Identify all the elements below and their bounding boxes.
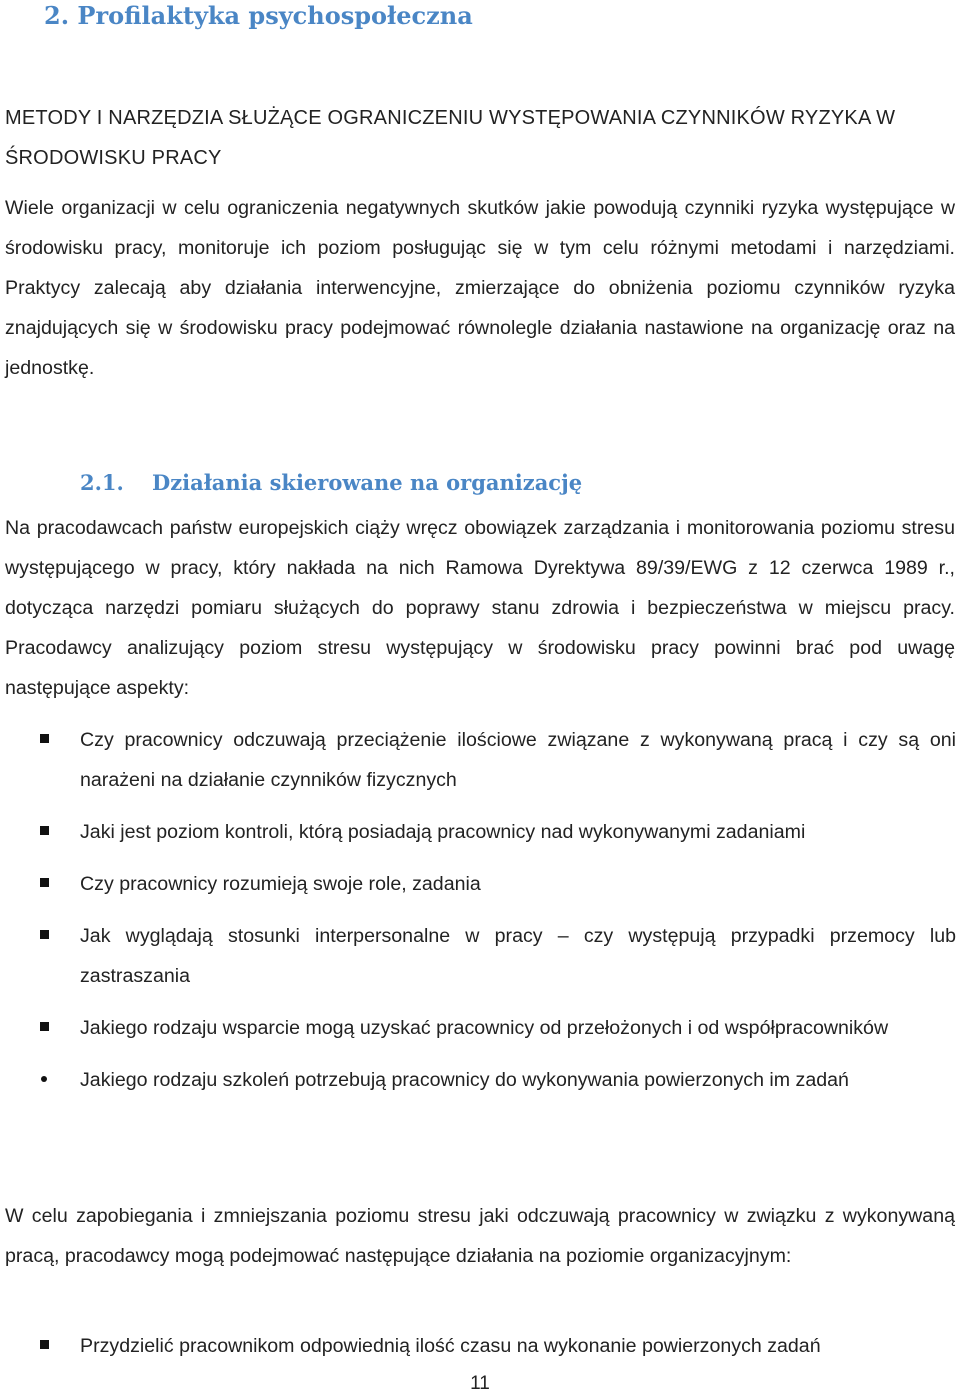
employer-obligations-paragraph: Na pracodawcach państw europejskich ciąży wręcz obowiązek zarządzania i monitorowania poziomu stresu występującego w pracy, który nakłada na nich Ramowa Dyrektywa 89/39/EWG z 12 czerwca 1989 r., dotycząca narzędzi pomiaru służących do poprawy stanu zdrowia i bezpieczeństwa w miejscu pracy. Pracodawcy analizujący poziom stresu występujący w środowisku pracy powinni brać pod uwagę następujące aspekty: (5, 517, 955, 699)
list-item (0, 864, 956, 904)
section-heading: 2. Profilaktyka psychospołeczna (44, 1, 473, 30)
list-item (0, 916, 956, 996)
list-item-text: Przydzielić pracownikom odpowiednią ilość czasu na wykonanie powierzonych zadań (80, 1335, 821, 1357)
list-item-text: Czy pracownicy odczuwają przeciążenie ilościowe związane z wykonywaną pracą i czy są oni narażeni na działanie czynników fizycznych (80, 729, 956, 791)
square-bullet-icon (40, 1022, 49, 1031)
square-bullet-icon (40, 734, 49, 743)
square-bullet-icon (40, 930, 49, 939)
list-item (0, 1326, 956, 1366)
subsection-title: Działania skierowane na organizację (152, 470, 583, 495)
list-item (0, 720, 956, 800)
list-item-text: Jakiego rodzaju wsparcie mogą uzyskać pracownicy od przełożonych i od współpracowników (80, 1017, 889, 1039)
prevention-paragraph: W celu zapobiegania i zmniejszania poziomu stresu jaki odczuwają pracownicy w związku z wykonywaną pracą, pracodawcy mogą podejmować następujące działania na poziomie organizacyjnym: (5, 1205, 955, 1267)
list-item-text: Czy pracownicy rozumieją swoje role, zadania (80, 873, 481, 895)
list-item (0, 812, 956, 852)
intro-paragraph: Wiele organizacji w celu ograniczenia negatywnych skutków jakie powodują czynniki ryzyka występujące w środowisku pracy, monitoruje ich poziom posługując się w tym celu różnymi metodami i narzędziami. Praktycy zalecają aby działania interwencyjne, zmierzające do obniżenia poziomu czynników ryzyka znajdujących się w środowisku pracy podejmować równolegle działania nastawione na organizację oraz na jednostkę. (5, 197, 955, 379)
square-bullet-icon (40, 826, 49, 835)
list-item-text: Jakiego rodzaju szkoleń potrzebują pracownicy do wykonywania powierzonych im zadań (80, 1069, 849, 1091)
square-bullet-icon (40, 1340, 49, 1349)
square-bullet-icon (40, 878, 49, 887)
aspects-list (0, 720, 960, 1112)
section-subtitle: METODY I NARZĘDZIA SŁUŻĄCE OGRANICZENIU WYSTĘPOWANIA CZYNNIKÓW RYZYKA W ŚRODOWISKU PRACY (5, 107, 896, 169)
page-number: 11 (470, 1373, 490, 1394)
list-item (0, 1008, 956, 1048)
list-item (0, 1060, 956, 1100)
list-item-text: Jak wyglądają stosunki interpersonalne w pracy – czy występują przypadki przemocy lub zastraszania (80, 925, 956, 987)
list-item-text: Jaki jest poziom kontroli, którą posiadają pracownicy nad wykonywanymi zadaniami (80, 821, 806, 843)
round-bullet-icon (41, 1076, 47, 1082)
subsection-number: 2.1. (80, 470, 124, 495)
subsection-heading (80, 466, 582, 500)
actions-list (0, 1326, 960, 1378)
